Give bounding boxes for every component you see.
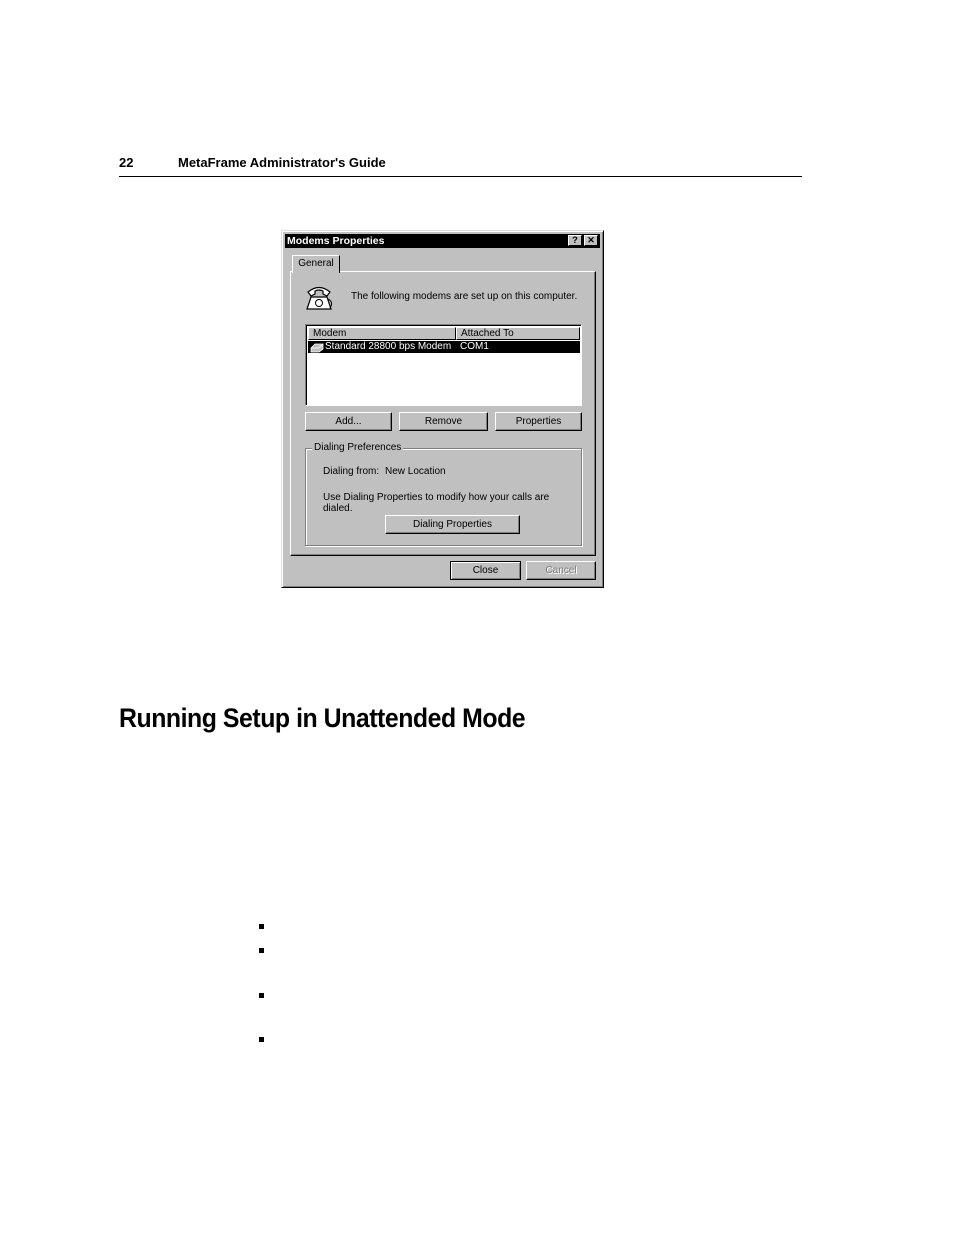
dialing-preferences-legend: Dialing Preferences [314, 442, 402, 453]
tab-general[interactable]: General [292, 255, 340, 273]
page-header [119, 155, 802, 177]
close-x-button[interactable]: ✕ [584, 235, 598, 246]
modem-port: COM1 [460, 341, 489, 352]
section-heading: Running Setup in Unattended Mode [119, 703, 526, 733]
modem-list[interactable] [305, 324, 582, 406]
dialing-hint-line1: Use Dialing Properties to modify how your calls are [323, 492, 550, 503]
close-button[interactable]: Close [450, 561, 521, 580]
dialing-from-value: New Location [385, 466, 446, 477]
dialing-preferences-group [305, 442, 582, 546]
dialing-from-label: Dialing from: [323, 466, 380, 477]
column-header-attached-to[interactable]: Attached To [456, 327, 580, 340]
properties-button[interactable]: Properties [495, 412, 582, 431]
list-item[interactable] [308, 341, 580, 353]
bullet-marker [259, 924, 264, 929]
add-button[interactable]: Add... [305, 412, 392, 431]
page-number: 22 [119, 155, 134, 170]
guide-title: MetaFrame Administrator's Guide [178, 155, 386, 170]
bullet-marker [259, 993, 264, 998]
modem-icon [310, 341, 324, 353]
dialog-titlebar[interactable] [285, 234, 600, 248]
general-tab-panel [290, 271, 596, 556]
modems-properties-dialog [281, 230, 604, 588]
bullet-marker [259, 1037, 264, 1042]
telephone-icon [303, 282, 335, 312]
help-button[interactable]: ? [568, 235, 582, 246]
intro-text: The following modems are set up on this computer. [351, 291, 578, 302]
bullet-marker [259, 948, 264, 953]
dialog-title: Modems Properties [287, 235, 385, 247]
dialing-hint-line2: dialed. [323, 503, 353, 514]
cancel-button[interactable]: Cancel [526, 561, 596, 580]
column-header-modem[interactable]: Modem [308, 327, 456, 340]
remove-button[interactable]: Remove [399, 412, 488, 431]
modem-name: Standard 28800 bps Modem [325, 341, 452, 352]
dialing-properties-button[interactable]: Dialing Properties [385, 515, 520, 534]
